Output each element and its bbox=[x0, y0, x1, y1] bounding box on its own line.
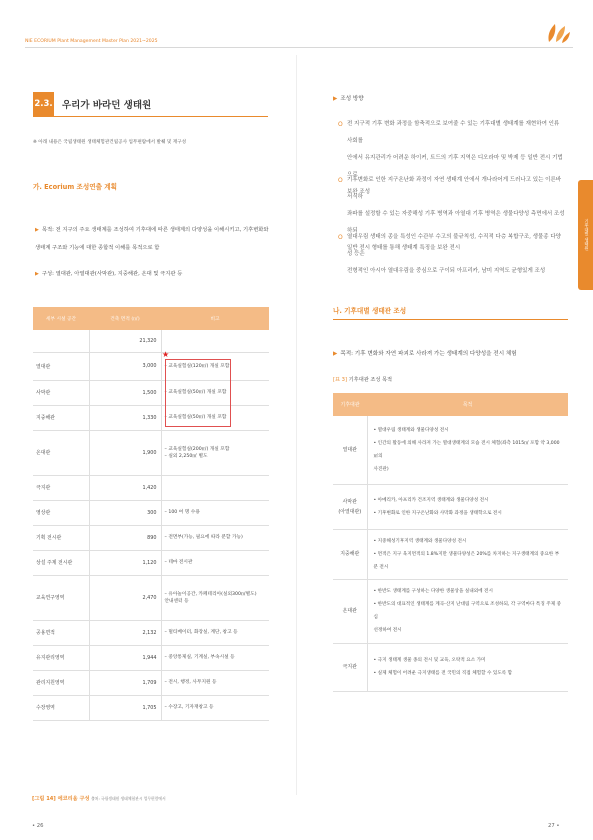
remark-cell bbox=[161, 620, 269, 645]
purpose-cell bbox=[367, 579, 568, 643]
table-row bbox=[333, 484, 568, 529]
purpose-line: 선정하여 전시 bbox=[373, 628, 402, 633]
paragraph-line: 기후변화로 인한 지구온난화 과정이 자연 생태계 안에서 개나라어게 드러나고 있는 이른바 서식하 bbox=[347, 177, 562, 200]
table-row bbox=[33, 475, 269, 500]
remark-line: – 멀티베이터, 화장실, 계단, 창고 등 bbox=[164, 630, 238, 635]
remark-cell bbox=[161, 575, 269, 620]
purpose-line: • 한반도의 대표적인 생태계를 계곡-산지 난대림 구역으로 조성하되, 각 구역마다 특징 주제 중심 bbox=[373, 602, 562, 620]
table-row bbox=[33, 550, 269, 575]
space-cell: 영상관 bbox=[33, 500, 89, 525]
table-row bbox=[33, 695, 269, 720]
purpose-line: • 아메리카, 아프리카 건조지역 생태계와 생물다양성 전시 bbox=[373, 497, 489, 503]
star-marker-icon: ★ bbox=[162, 350, 170, 359]
remark-line: 안내센터 등 bbox=[164, 598, 189, 604]
side-chapter-tab[interactable]: 기후대별 생태원 bbox=[578, 180, 593, 290]
triangle-bullet-icon: ▶ bbox=[35, 227, 39, 233]
area-cell: 3,000 bbox=[89, 352, 161, 380]
remark-line: – 수장고, 기자재창고 등 bbox=[164, 705, 214, 710]
table-header-row bbox=[33, 307, 269, 330]
climate-purpose-bullet: ▶ 목적: 기후 변화와 자연 파괴로 사라져 가는 생태계의 다양성을 전시 체험 bbox=[333, 351, 517, 357]
table-header-facility: 기후대관 bbox=[333, 393, 367, 416]
purpose-line: • 인간의 활동에 의해 사라져 가는 열대생태계의 모습 전시 체험(좌측 1015㎡ 포함 약 3,000㎡의 bbox=[373, 440, 560, 459]
space-cell: 사막관 bbox=[33, 380, 89, 405]
facility-cell bbox=[333, 579, 367, 643]
triangle-bullet-icon: ▶ bbox=[35, 271, 39, 277]
area-cell: 1,705 bbox=[89, 695, 161, 720]
climate-purpose-table bbox=[333, 393, 568, 692]
direction-heading: ▶ 조성 방향 bbox=[333, 96, 364, 102]
purpose-line: • 열대우림 생태계와 생물다양성 전시 bbox=[373, 427, 449, 433]
subsection-title-a: 가. Ecorium 조성연출 계획 bbox=[33, 183, 117, 191]
facility-area-table bbox=[33, 307, 269, 721]
area-cell: 1,120 bbox=[89, 550, 161, 575]
triangle-bullet-icon: ▶ bbox=[333, 96, 338, 102]
space-cell bbox=[33, 330, 89, 352]
remark-line: – 교육실험실(50㎡) 개실 포함 bbox=[164, 390, 227, 395]
remark-cell bbox=[161, 475, 269, 500]
table-header-row bbox=[333, 393, 568, 416]
leaf-logo-icon bbox=[543, 22, 571, 44]
table-row bbox=[33, 575, 269, 620]
remark-cell bbox=[161, 550, 269, 575]
running-header: NIE ECORIUM Plant Management Master Plan 2021~2025 bbox=[25, 39, 158, 44]
area-cell: 2,470 bbox=[89, 575, 161, 620]
space-cell: 열대관 bbox=[33, 352, 89, 380]
direction-paragraph bbox=[338, 229, 566, 280]
paragraph-line: 보완 조성 bbox=[347, 189, 371, 195]
remark-cell bbox=[161, 695, 269, 720]
space-cell: 온대관 bbox=[33, 430, 89, 475]
facility-line: (아열대관) bbox=[338, 508, 362, 515]
page-number-left: • 26 bbox=[32, 823, 44, 829]
table-row bbox=[33, 500, 269, 525]
purpose-line: • 기후변화로 인한 지구온난화와 사막화 과정을 생태학으로 전시 bbox=[373, 510, 502, 516]
area-cell: 21,320 bbox=[89, 330, 161, 352]
table-row bbox=[333, 579, 568, 643]
highlight-box bbox=[165, 359, 231, 427]
purpose-cell bbox=[367, 643, 568, 691]
table-row bbox=[333, 416, 568, 484]
table-row bbox=[33, 380, 269, 405]
remark-line: – 교육실험실(50㎡) 개실 포함 bbox=[164, 415, 227, 420]
table-row bbox=[33, 620, 269, 645]
paragraph-line: 안에서 유지관리가 어려운 하이커, 트드의 기후 지역은 디오라마 및 박제 등 일반 전시 기법으로 bbox=[347, 155, 563, 178]
space-cell: 극지관 bbox=[33, 475, 89, 500]
table-caption: [표 3] 기후대관 조성 목적 bbox=[333, 377, 393, 383]
remark-cell bbox=[161, 430, 269, 475]
purpose-line: • 극지 생태계 생물 종의 전시 및 교육, 오락적 요소 가미 bbox=[373, 658, 486, 663]
table-header-purpose: 목적 bbox=[367, 393, 568, 416]
facility-line: 지중해관 bbox=[340, 551, 360, 557]
remark-line: – 테마 전시관 bbox=[164, 560, 193, 565]
table-header-area: 건축 면적 (㎡) bbox=[89, 307, 161, 330]
paragraph-line: 열대우림 생태의 종을 특성인 수관부 수고의 불규칙성, 수직적 다층 복합구조, 생물종 다양성 등은 bbox=[347, 234, 561, 257]
area-cell: 890 bbox=[89, 525, 161, 550]
facility-cell bbox=[333, 484, 367, 529]
remark-line: – 실외 2,250㎡ 별도 bbox=[164, 453, 208, 459]
table-row bbox=[33, 330, 269, 352]
facility-cell bbox=[333, 416, 367, 484]
area-cell: 1,709 bbox=[89, 670, 161, 695]
source-note: ※ 아래 내용은 국립생태원 생태체험관건립공사 업무편람에서 발췌 및 재구성 bbox=[33, 140, 187, 145]
figure-caption: [그림 14] 에코리움 구성 출처: 국립생태원 생태체험관시 업무편람에서 bbox=[32, 796, 166, 802]
space-cell: 지중해관 bbox=[33, 405, 89, 430]
circle-bullet-icon: O bbox=[338, 121, 343, 128]
area-cell: 1,420 bbox=[89, 475, 161, 500]
space-cell: 상설 주제 전시관 bbox=[33, 550, 89, 575]
purpose-line: • 면적은 지구 육지면적의 1.8%지만 생물다양성은 20%를 차지하는 지구생태계의 중요한 부분 전시 bbox=[373, 551, 560, 570]
facility-line: 극지관 bbox=[342, 664, 357, 670]
table-header-space: 세부 시설 공간 bbox=[33, 307, 89, 330]
composition-bullet: ▶ 구성: 열대관, 아열대관(사막관), 지중해관, 온대 및 극지관 등 bbox=[35, 271, 183, 277]
table-row bbox=[33, 525, 269, 550]
space-cell: 유지관리영역 bbox=[33, 645, 89, 670]
facility-cell bbox=[333, 529, 367, 579]
space-cell: 교육연구영역 bbox=[33, 575, 89, 620]
paragraph-line: 전형적인 아시아 열대우림을 중심으로 구이되 아프리카, 남미 지역도 균형있게 조성 bbox=[347, 268, 546, 274]
paragraph-line: 전 지구적 기후 변화 과정을 함축적으로 보여줄 수 있는 기후대별 생태계를 재현하여 인류 사회를 bbox=[347, 121, 560, 144]
table-row bbox=[33, 405, 269, 430]
area-cell: 1,944 bbox=[89, 645, 161, 670]
space-cell: 공용면적 bbox=[33, 620, 89, 645]
space-cell: 관리지원영역 bbox=[33, 670, 89, 695]
purpose-line: 사진관) bbox=[373, 466, 389, 472]
area-cell: 1,900 bbox=[89, 430, 161, 475]
page-number-right: 27 • bbox=[548, 823, 560, 829]
section-number: 2.3. bbox=[33, 92, 54, 116]
space-cell: 기획 전시관 bbox=[33, 525, 89, 550]
remark-cell bbox=[161, 645, 269, 670]
circle-bullet-icon: O bbox=[338, 177, 343, 184]
area-cell: 1,330 bbox=[89, 405, 161, 430]
remark-line: – 중앙통제실, 기계실, 부속시설 등 bbox=[164, 655, 235, 660]
subsection-title-b: 나. 기후대별 생태관 조성 bbox=[333, 307, 407, 315]
section-heading bbox=[33, 92, 268, 117]
table-row bbox=[33, 352, 269, 380]
facility-line: 사막관 bbox=[342, 498, 357, 505]
page-gutter bbox=[296, 55, 297, 795]
remark-cell bbox=[161, 670, 269, 695]
facility-line: 온대관 bbox=[342, 608, 357, 614]
remark-line: – 교육실험실(200㎡) 개실 포함 bbox=[164, 446, 230, 452]
remark-cell bbox=[161, 525, 269, 550]
remark-cell bbox=[161, 330, 269, 352]
space-cell: 수장영역 bbox=[33, 695, 89, 720]
table-row bbox=[333, 643, 568, 691]
area-cell: 1,500 bbox=[89, 380, 161, 405]
remark-line: – 전면부(가능, 필요에 따라 분할 가능) bbox=[164, 535, 243, 540]
circle-bullet-icon: O bbox=[338, 234, 343, 241]
table-row bbox=[33, 670, 269, 695]
area-cell: 2,132 bbox=[89, 620, 161, 645]
table-header-remark: 비고 bbox=[161, 307, 269, 330]
facility-line: 열대관 bbox=[342, 446, 357, 453]
table-row bbox=[33, 645, 269, 670]
table-row bbox=[333, 529, 568, 579]
purpose-line: • 지중해성기후지역 생태계와 생물다양성 전시 bbox=[373, 538, 467, 544]
section-title: 우리가 바라던 생태원 bbox=[62, 100, 152, 111]
remark-line: – 교육실험실(120㎡) 개실 포함 bbox=[164, 363, 230, 369]
purpose-line: • 실제 체험이 어려운 극지생태를 전 국민의 직접 체험할 수 있도록 함 bbox=[373, 671, 513, 676]
paragraph-line: 일반 전시 형태를 통해 생태계 특징을 보완 전시 bbox=[347, 245, 461, 251]
purpose-line: • 한반도 생태계를 구성하는 다양한 생물상을 실내외에 전시 bbox=[373, 589, 493, 594]
facility-cell bbox=[333, 643, 367, 691]
triangle-bullet-icon: ▶ bbox=[333, 351, 338, 357]
area-cell: 300 bbox=[89, 500, 161, 525]
remark-line: – 100 여 명 수용 bbox=[164, 510, 200, 515]
table-row bbox=[33, 430, 269, 475]
header-divider bbox=[25, 47, 573, 48]
purpose-cell bbox=[367, 529, 568, 579]
subsection-underline bbox=[333, 319, 568, 320]
remark-line: – 유아놀이공간, 카페테리아(실외300㎡별도) bbox=[164, 591, 257, 597]
remark-cell bbox=[161, 500, 269, 525]
remark-line: – 전시, 행정, 사무지원 등 bbox=[164, 680, 217, 685]
paragraph-line: 좌파를 설정할 수 있는 자중해성 기후 병역과 아열대 기후 병역은 생물다양성 측면에서 조성하되 bbox=[347, 211, 565, 234]
purpose-cell bbox=[367, 416, 568, 484]
purpose-cell bbox=[367, 484, 568, 529]
purpose-bullet: ▶ 목적: 전 지구의 주요 생태계를 조성하여 기후대에 따른 생태계의 다양성을 이해시키고, 기후변화와 생태계 구조와 기능에 대한 종합적 이해를 목적으로 함 bbox=[35, 227, 269, 251]
